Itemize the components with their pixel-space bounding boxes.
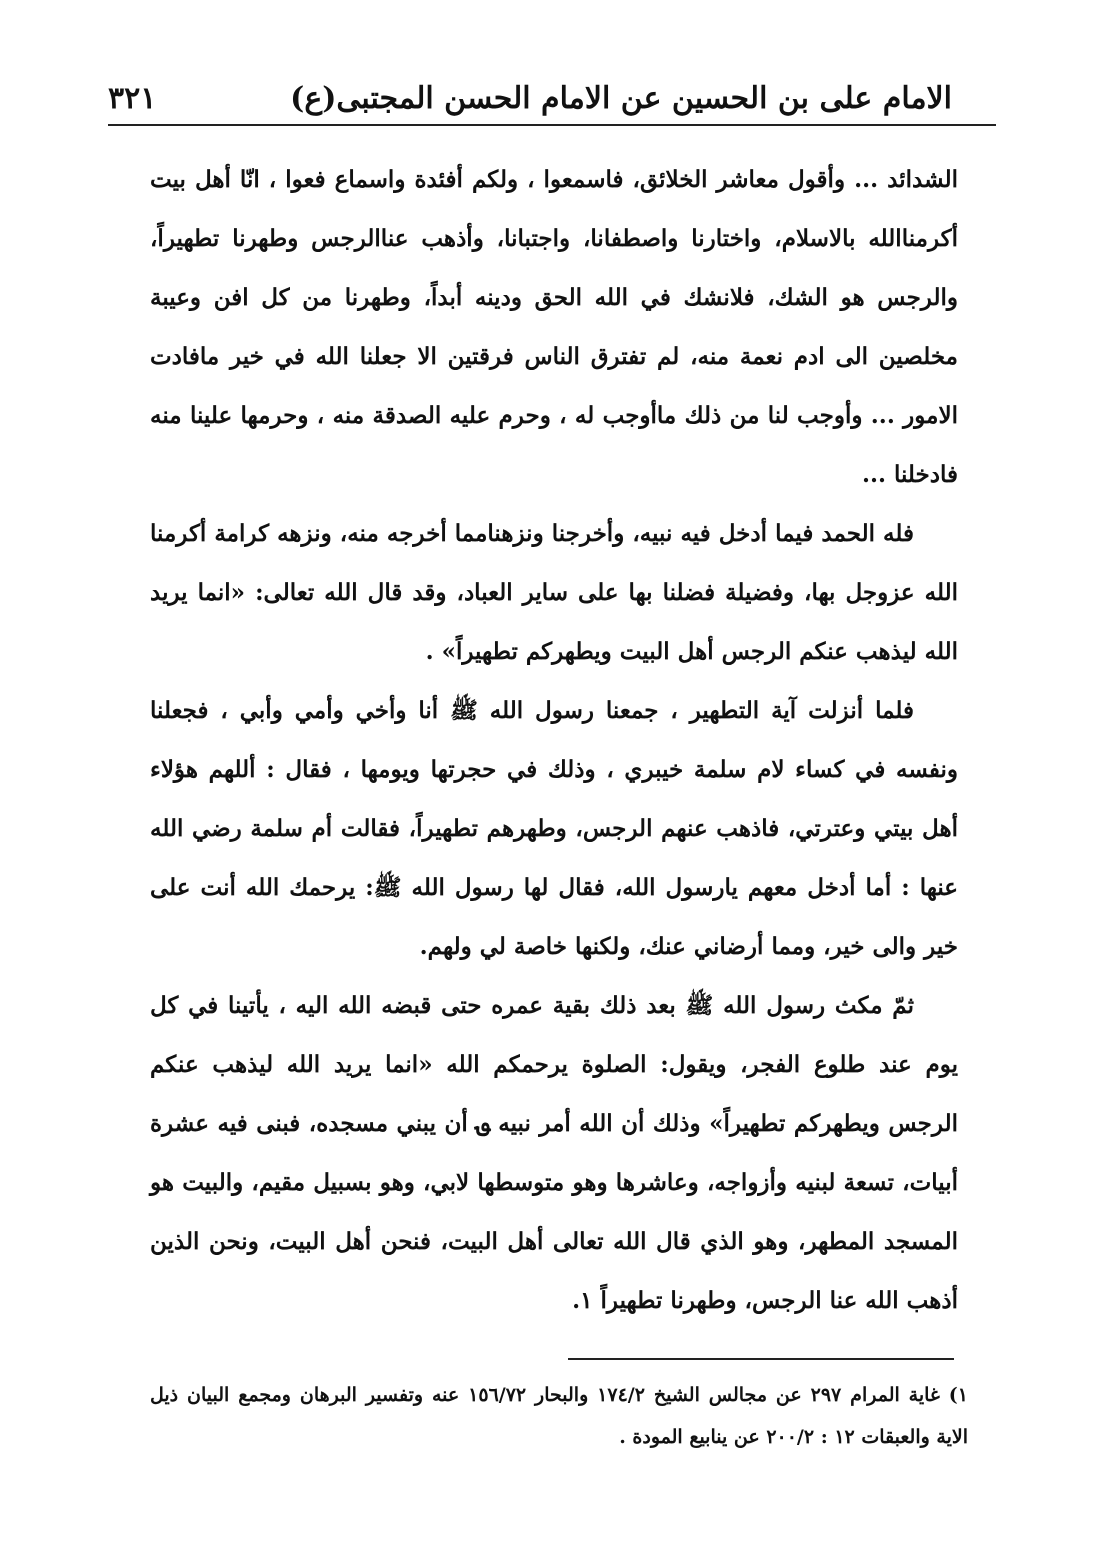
paragraph-3: فلما أنزلت آية التطهير ، جمعنا رسول الله ﷺ أنا وأخي وأمي وأبي ، فجعلنا ونفسه في كساء لام سلمة خيبري ، وذلك في حجرتها ويومها ، فقال : أللهم هؤلاء أهل بيتي وعترتي، فاذهب عنهم الرجس، وطهرهم تطهيراً، فقالت أم سلمة رضي الله عنها : أما أدخل معهم يارسول الله، فقال لها رسول الله ﷺ: يرحمك الله أنت على خير والى خير، ومما أرضاني عنك، ولكنها خاصة لي ولهم. xyxy=(150,697,958,960)
page-header xyxy=(108,68,952,116)
footnotes xyxy=(150,1374,968,1458)
body-text xyxy=(150,150,958,1330)
paragraph-2: فله الحمد فيما أدخل فيه نبيه، وأخرجنا ونزهنامما أخرجه منه، ونزهه كرامة أكرمنا الله عزوجل بها، وفضيلة فضلنا بها على ساير العباد، وقد قال الله تعالى: «انما يريد الله ليذهب عنكم الرجس أهل البيت ويطهركم تطهيراً» . xyxy=(150,520,958,665)
paragraph-1: الشدائد ... وأقول معاشر الخلائق، فاسمعوا ، ولكم أفئدة واسماع فعوا ، انّا أهل بيت أكرمناالله بالاسلام، واختارنا واصطفانا، واجتبانا، وأذهب عناالرجس وطهرنا تطهيراً، والرجس هو الشك، فلانشك في الله الحق ودينه أبداً، وطهرنا من كل افن وعيبة مخلصين الى ادم نعمة منه، لم تفترق الناس فرقتين الا جعلنا الله في خير مافادت الامور ... وأوجب لنا من ذلك ماأوجب له ، وحرم عليه الصدقة منه ، وحرمها علينا منه فادخلنا ... xyxy=(150,166,958,488)
page-number: ٣٢١ xyxy=(108,81,157,116)
header-rule xyxy=(108,124,996,126)
footnote-1: ١) غاية المرام ٢٩٧ عن مجالس الشيخ ١٧٤/٢ والبحار ١٥٦/٧٢ عنه وتفسير البرهان ومجمع البيان ذيل الاية والعبقات ١٢ : ٢٠٠/٢ عن ينابيع المودة . xyxy=(150,1384,968,1448)
paragraph-4: ثمّ مكث رسول الله ﷺ بعد ذلك بقية عمره حتى قبضه الله اليه ، يأتينا في كل يوم عند طلوع الفجر، ويقول: الصلوة يرحمكم الله «انما يريد الله ليذهب عنكم الرجس ويطهركم تطهيراً» وذلك أن الله أمر نبيه ؈ أن يبني مسجده، فبنى فيه عشرة أبيات، تسعة لبنيه وأزواجه، وعاشرها وهو متوسطها لابي، وهو بسبيل مقيم، والبيت هو المسجد المطهر، وهو الذي قال الله تعالى أهل البيت، فنحن أهل البيت، ونحن الذين أذهب الله عنا الرجس، وطهرنا تطهيراً ١. xyxy=(150,992,958,1314)
running-title: الامام على بن الحسين عن الامام الحسن المجتبى(ع) xyxy=(290,81,952,116)
footnote-rule xyxy=(568,1358,954,1360)
